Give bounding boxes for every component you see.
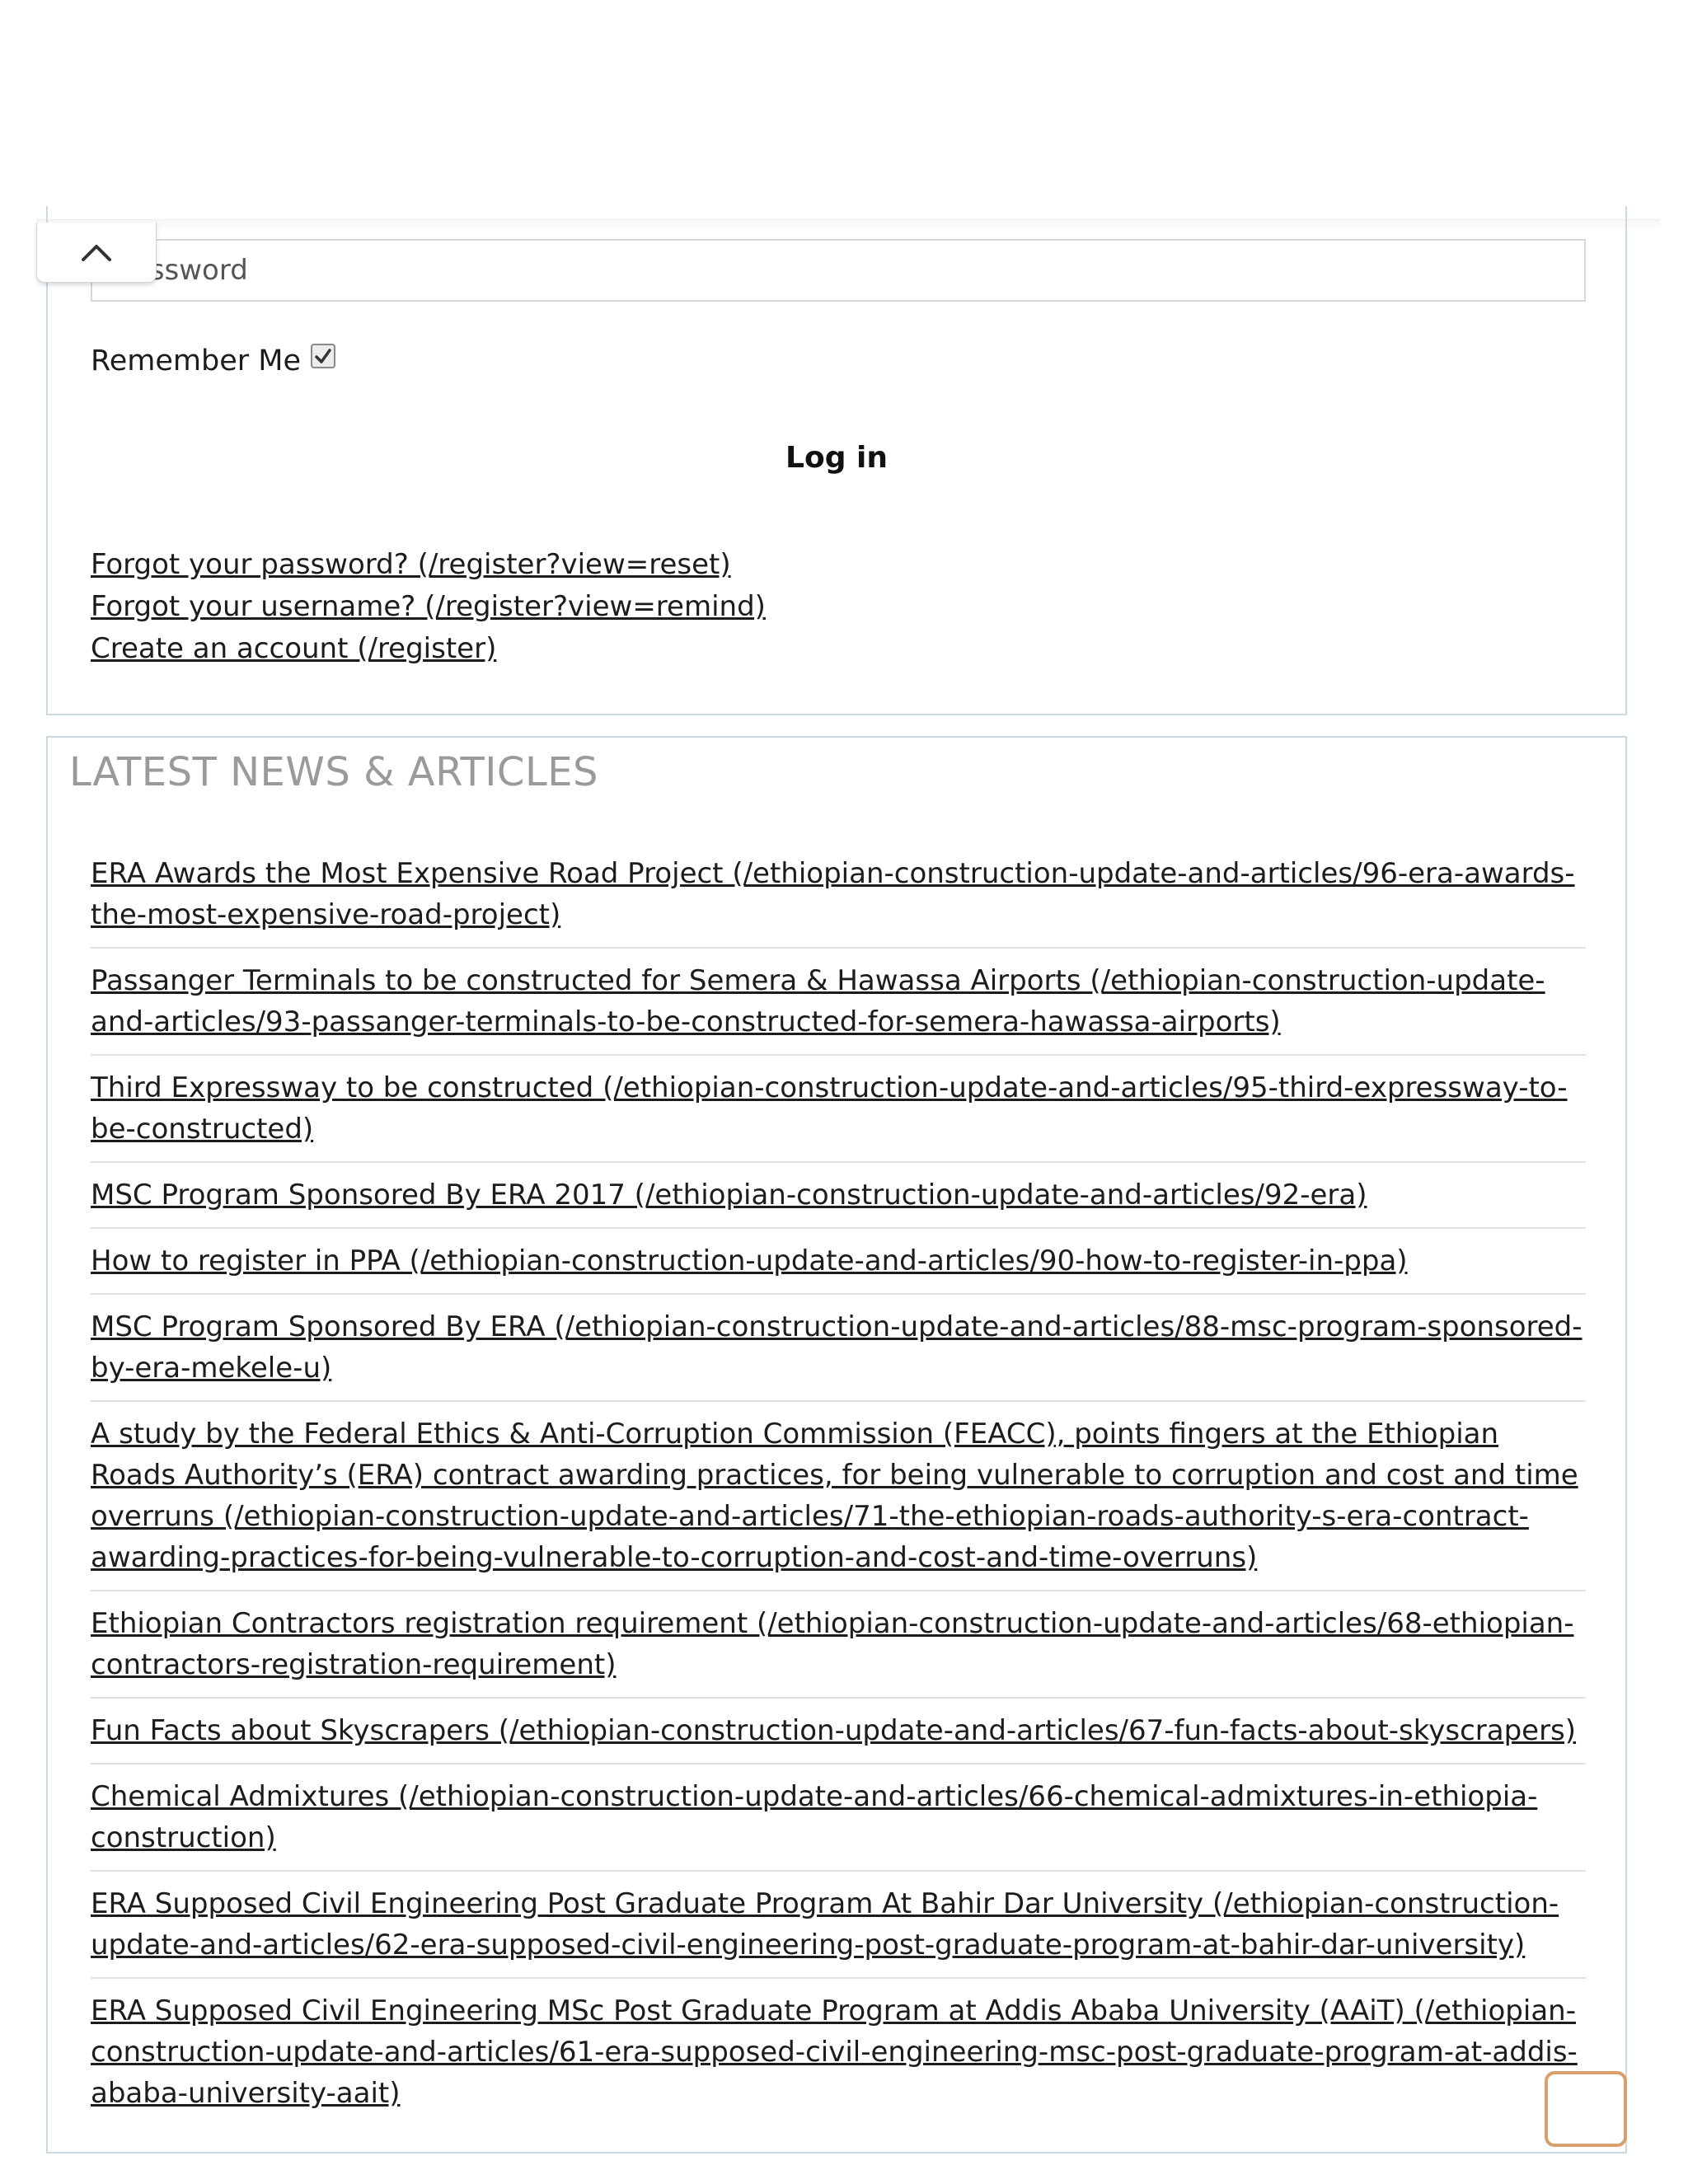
- forgot-password-link[interactable]: Forgot your password? (/register?view=reset): [91, 548, 731, 581]
- news-section-title: LATEST NEWS & ARTICLES: [69, 749, 598, 795]
- news-link[interactable]: MSC Program Sponsored By ERA (/ethiopian-construction-update-and-articles/88-msc-program-sponsored-by-era-mekele-u): [91, 1310, 1582, 1385]
- list-item: [91, 1710, 1586, 1765]
- news-link[interactable]: MSC Program Sponsored By ERA 2017 (/ethiopian-construction-update-and-articles/92-era): [91, 1179, 1367, 1212]
- list-item: [91, 1306, 1586, 1402]
- news-link[interactable]: Ethiopian Contractors registration requirement (/ethiopian-construction-update-and-articles/68-ethiopian-contractors-registration-requirement): [91, 1607, 1574, 1681]
- create-account-link[interactable]: Create an account (/register): [91, 632, 497, 665]
- list-item: [91, 960, 1586, 1056]
- list-item: [91, 1174, 1586, 1229]
- password-input[interactable]: [91, 239, 1586, 302]
- login-panel: [46, 206, 1627, 715]
- forgot-username-link[interactable]: Forgot your username? (/register?view=remind): [91, 590, 766, 623]
- remember-me-row[interactable]: [91, 344, 335, 377]
- list-item: [91, 1603, 1586, 1699]
- news-link[interactable]: Chemical Admixtures (/ethiopian-construction-update-and-articles/66-chemical-admixtures-in-ethiopia-construction): [91, 1780, 1538, 1854]
- login-links: [91, 544, 766, 670]
- login-button[interactable]: Log in: [48, 441, 1625, 475]
- list-item: [91, 1067, 1586, 1163]
- remember-me-checkbox[interactable]: [311, 344, 335, 368]
- news-link[interactable]: ERA Supposed Civil Engineering MSc Post Graduate Program at Addis Ababa University (AAiT) (/ethiopian-construction-update-and-articles/61-era-supposed-civil-engineering-msc-post-graduate-program-at-addis-ababa-university-aait): [91, 1994, 1578, 2110]
- list-item: [91, 853, 1586, 949]
- remember-me-label: Remember Me: [91, 344, 301, 377]
- list-item: [91, 1240, 1586, 1295]
- list-item: [91, 1990, 1586, 2125]
- checkmark-icon: [315, 348, 331, 364]
- news-list: [91, 853, 1586, 2137]
- news-link[interactable]: ERA Awards the Most Expensive Road Project (/ethiopian-construction-update-and-articles/96-era-awards-the-most-expensive-road-project): [91, 857, 1575, 931]
- news-link[interactable]: Passanger Terminals to be constructed for Semera & Hawassa Airports (/ethiopian-construction-update-and-articles/93-passanger-terminals-to-be-constructed-for-semera-hawassa-airports): [91, 964, 1545, 1038]
- chevron-up-icon: [80, 241, 113, 263]
- news-link[interactable]: How to register in PPA (/ethiopian-construction-update-and-articles/90-how-to-register-in-ppa): [91, 1244, 1408, 1277]
- news-link[interactable]: ERA Supposed Civil Engineering Post Graduate Program At Bahir Dar University (/ethiopian-construction-update-and-articles/62-era-supposed-civil-engineering-post-graduate-program-at-bahir-dar-university): [91, 1887, 1559, 1961]
- news-link[interactable]: Fun Facts about Skyscrapers (/ethiopian-construction-update-and-articles/67-fun-facts-about-skyscrapers): [91, 1714, 1577, 1747]
- news-link[interactable]: A study by the Federal Ethics & Anti-Corruption Commission (FEACC), points fingers at the Ethiopian Roads Authority’s (ERA) contract awarding practices, for being vulnerable to corruption and cost and time overruns (/ethiopian-construction-update-and-articles/71-the-ethiopian-roads-authority-s-era-contract-awarding-practices-for-being-vulnerable-to-corruption-and-cost-and-time-overruns): [91, 1418, 1578, 1574]
- scroll-to-top-button[interactable]: [36, 223, 157, 283]
- list-item: [91, 1413, 1586, 1591]
- list-item: [91, 1883, 1586, 1979]
- chat-widget-button[interactable]: [1545, 2071, 1627, 2147]
- latest-news-panel: [46, 736, 1627, 2154]
- news-link[interactable]: Third Expressway to be constructed (/ethiopian-construction-update-and-articles/95-third-expressway-to-be-constructed): [91, 1071, 1568, 1146]
- list-item: [91, 1776, 1586, 1872]
